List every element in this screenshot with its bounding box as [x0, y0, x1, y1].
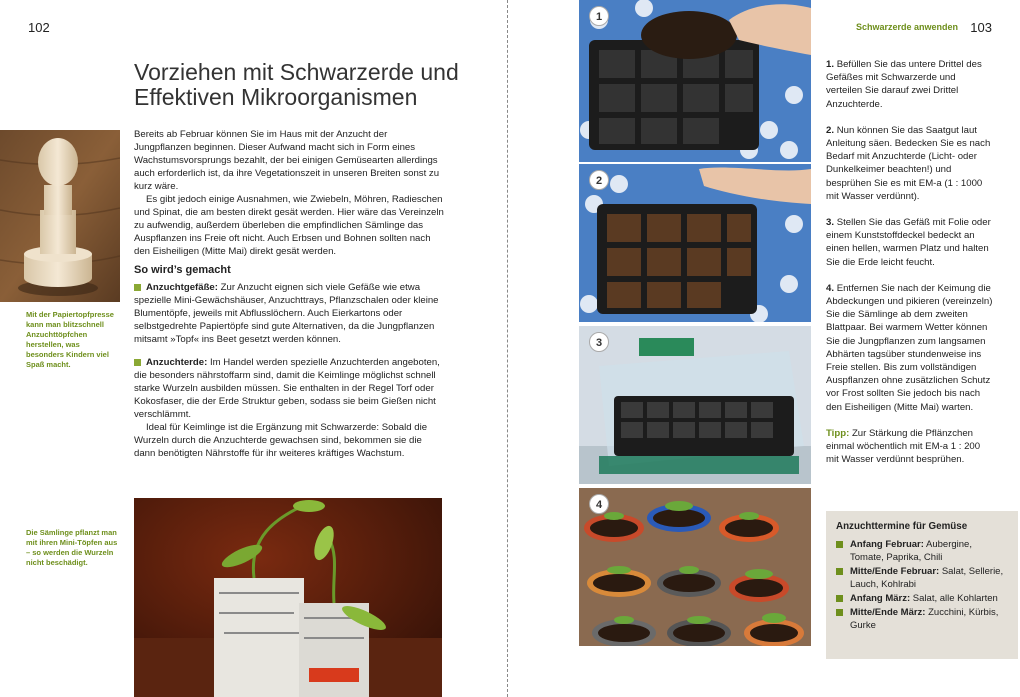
box-item: [836, 606, 1008, 632]
box-item-text: Aubergine, Tomate, Paprika, Chili: [850, 539, 972, 563]
page-number-left: 102: [28, 20, 50, 35]
box-item: [836, 592, 1008, 605]
box-item-label: Anfang März:: [850, 593, 911, 604]
soil-filling-illustration: [579, 0, 811, 162]
main-body-text: [134, 128, 444, 460]
bullet-square-icon: [836, 568, 843, 575]
step-photo-1-badge: 1: [589, 6, 609, 26]
mini-greenhouse-illustration: [579, 326, 811, 484]
list-item-label: Anzuchterde:: [146, 357, 208, 368]
step-photo-3: [579, 326, 811, 484]
step-number: 2.: [826, 124, 835, 136]
intro-paragraph: Bereits ab Februar können Sie im Haus mit der Anzucht der Jungpflanzen beginnen. Dieser Aufwand macht sich in Form eines Wachstumsvorsprungs bezahlt, der bei einigen Gemüsearten allerdings auch erforderlich ist, da ihre Vegetationszeit in unseren Breiten sonst zu kurz wäre.: [134, 129, 440, 192]
list-item-soil: [134, 356, 444, 421]
box-item-text: Salat, Sellerie, Lauch, Kohlrabi: [850, 566, 1004, 590]
list-item-label: Anzuchtgefäße:: [146, 282, 218, 293]
seedlings-in-pots-illustration: [579, 488, 811, 646]
tip-label: Tipp:: [826, 427, 850, 439]
box-item-label: Anfang Februar:: [850, 539, 924, 550]
seedlings-paper-pots-photo: [134, 498, 442, 697]
chapter-title: [134, 60, 494, 110]
section-heading: So wird’s gemacht: [134, 264, 231, 276]
box-item-label: Mitte/Ende März:: [850, 607, 926, 618]
step-photo-4-badge: 4: [589, 494, 609, 514]
step-4: [826, 282, 994, 414]
bullet-square-icon: [134, 284, 141, 291]
step-number: 4.: [826, 282, 835, 294]
step-photo-2-badge: 2: [589, 170, 609, 190]
page-number-right: 103: [970, 20, 992, 35]
tip: [826, 427, 994, 467]
box-item-text: Zucchini, Kürbis, Gurke: [850, 607, 999, 631]
step-1: [826, 58, 994, 111]
step-photo-2: [579, 164, 811, 322]
bullet-square-icon: [134, 359, 141, 366]
caption-paper-pot-press: Mit der Papiertopfpresse kann man blitzschnell Anzuchttöpfchen herstellen, was besonders Kindern viel Spaß macht.: [26, 310, 114, 369]
running-head: Schwarzerde anwenden: [855, 22, 958, 32]
bullet-square-icon: [836, 541, 843, 548]
box-item: [836, 565, 1008, 591]
list-item-text: Zur Anzucht eignen sich viele Gefäße wie etwa spezielle Mini-Gewächshäuser, Anzuchttrays, Pflanzschalen oder kleine Blumentöpfe, jeweils mit Abflusslöchern. Auch Eierkartons oder selbstgedrehte Papiertöpfe sind gute Alternativen, da die Jungpflanzen mitsamt »Topf« ins Beet gesetzt werden können.: [134, 282, 439, 345]
sowing-dates-box: [826, 511, 1018, 659]
bullet-square-icon: [836, 609, 843, 616]
left-page: [0, 0, 508, 697]
step-number: 1.: [826, 59, 835, 70]
caption-seedlings: Die Sämlinge pflanzt man mit ihren Mini-Töpfen aus – so werden die Wurzeln nicht beschädigt.: [26, 528, 118, 567]
tip-text: Zur Stärkung die Pflänzchen einmal wöchentlich mit EM-a 1 : 200 mit Wasser verdünnt besprühen.: [826, 427, 981, 466]
step-photo-3-badge: 3: [589, 332, 609, 352]
step-text: Nun können Sie das Saatgut laut Anleitung säen. Bedecken Sie es nach Bedarf mit Anzuchterde (Licht- oder Dunkelkeimer beachten!) und besprühen Sie es mit EM-a (1 : 1000 mit Wasser verdünnt).: [826, 124, 991, 202]
step-text: Entfernen Sie nach der Keimung die Abdeckungen und pikieren (vereinzeln) Sie die Sämlinge ab dem zweiten Blattpaar. Bei warmem Wetter können Sie die Jungpflanzen zum langsamen Abhärten tagsüber stundenweise ins Freie stellen. Bis zum vollständigen Auspflanzen ohne zusätzlichen Schutz vor Frost sollten Sie jedoch bis nach den Eisheiligen (Mitte Mai) warten.: [826, 282, 993, 413]
step-text: Stellen Sie das Gefäß mit Folie oder einem Kunststoffdeckel bedeckt an einen hellen, warmen Platz und halten Sie die Erde leicht feucht.: [826, 217, 991, 268]
bullet-square-icon: [836, 595, 843, 602]
box-title: Anzuchttermine für Gemüse: [836, 521, 968, 532]
step-3: [826, 216, 994, 269]
box-item-label: Mitte/Ende Februar:: [850, 566, 940, 577]
list-item-text: Im Handel werden spezielle Anzuchterden angeboten, die besonders nährstoffarm sind, damit die Keimlinge möglichst schnell starke Wurzeln ausbilden müssen. Sie enthalten in der Regel Torf oder Kokosfaser, die der Erde Struktur geben, sodass sie beim Gießen nicht verschlämmt.: [134, 357, 440, 420]
sowing-illustration: [579, 164, 811, 322]
box-item-text: Salat, alle Kohlarten: [910, 593, 998, 604]
step-text: Befüllen Sie das untere Drittel des Gefäßes mit Schwarzerde und verteilen Sie darauf zwei Drittel Anzuchterde.: [826, 59, 982, 110]
paper-pot-press-photo: [0, 130, 120, 302]
steps-column: [826, 58, 994, 479]
paper-pot-press-illustration: [0, 130, 120, 302]
title-line-1: Vorziehen mit Schwarzerde und: [134, 59, 459, 85]
step-number: 3.: [826, 217, 835, 229]
step-photo-1: [579, 0, 811, 162]
title-line-2: Effektiven Mikroorganismen: [134, 84, 418, 110]
exceptions-paragraph: Es gibt jedoch einige Ausnahmen, wie Zwiebeln, Möhren, Radieschen und Spinat, die am besten direkt gesät werden. Hier wäre das Vereinzeln zu aufwendig, außerdem überleben die empfindlichen Sämlinge das Auspflanzen ins Freie oft nicht. Auch Erbsen und Bohnen sollten nach den Eisheiligen (Mitte Mai) direkt gesät werden.: [134, 194, 444, 257]
seedlings-illustration: [134, 498, 442, 697]
box-item: [836, 538, 1008, 564]
step-2: [826, 124, 994, 203]
step-photo-4: [579, 488, 811, 646]
black-soil-paragraph: Ideal für Keimlinge ist die Ergänzung mit Schwarzerde: Sobald die Wurzeln durch die Anzuchterde gewachsen sind, bekommen sie die dann benötigten Nährstoffe für ihr weiteres kräftiges Wachstum.: [134, 422, 428, 459]
list-item-containers: [134, 281, 444, 346]
